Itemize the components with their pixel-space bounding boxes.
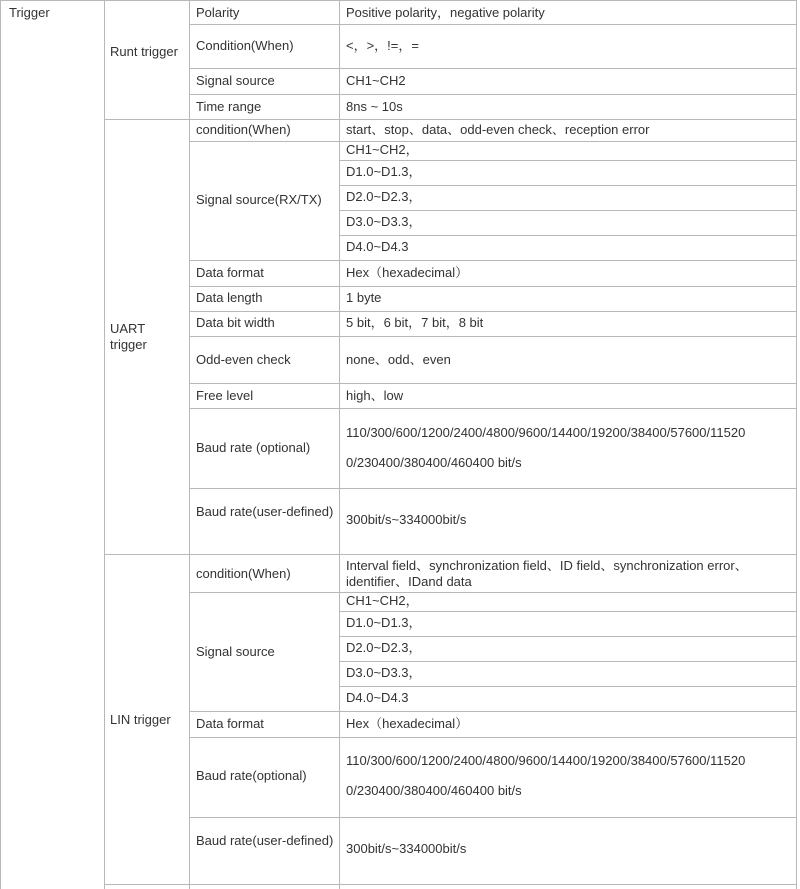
uart-freelevel-param: Free level <box>196 388 254 403</box>
runt-condition-value: <，>，!=，= <box>346 38 419 53</box>
runt-polarity-value: Positive polarity，negative polarity <box>346 5 545 20</box>
row-divider <box>189 141 796 142</box>
lin-source-value: D2.0~D2.3， <box>346 640 422 655</box>
section-divider <box>104 554 796 555</box>
uart-parity-value: none、odd、even <box>346 352 451 367</box>
runt-source-param: Signal source <box>196 73 275 88</box>
lin-source-param: Signal source <box>196 644 275 659</box>
runt-source-value: CH1~CH2 <box>346 73 406 88</box>
lin-format-param: Data format <box>196 716 264 731</box>
section-divider <box>104 119 796 120</box>
row-divider <box>189 336 796 337</box>
row-divider <box>339 636 796 637</box>
row-divider <box>339 185 796 186</box>
uart-source-value: D1.0~D1.3， <box>346 164 422 179</box>
row-divider <box>189 68 796 69</box>
uart-source-value: D3.0~D3.3， <box>346 214 422 229</box>
row-divider <box>339 661 796 662</box>
row-divider <box>189 817 796 818</box>
category-label: Trigger <box>9 5 50 20</box>
table-border-left <box>0 0 1 889</box>
row-divider <box>339 160 796 161</box>
lin-source-value: D1.0~D1.3， <box>346 615 422 630</box>
row-divider <box>189 408 796 409</box>
lin-condition-value: Interval field、synchronization field、ID field、synchronization error、identifier、IDand data <box>346 558 748 589</box>
column-divider <box>189 0 190 889</box>
row-divider <box>339 611 796 612</box>
uart-bitwidth-value: 5 bit，6 bit，7 bit，8 bit <box>346 315 484 330</box>
row-divider <box>339 686 796 687</box>
row-divider <box>189 286 796 287</box>
row-divider <box>189 24 796 25</box>
uart-length-value: 1 byte <box>346 290 382 305</box>
uart-baud-optional-value: 110/300/600/1200/2400/4800/9600/14400/19200/38400/57600/11520 <box>346 425 746 440</box>
uart-source-value: D2.0~D2.3， <box>346 189 422 204</box>
row-divider <box>189 94 796 95</box>
uart-trigger-label: UART trigger <box>110 321 147 352</box>
row-divider <box>189 260 796 261</box>
lin-trigger-label: LIN trigger <box>110 712 171 727</box>
row-divider <box>189 737 796 738</box>
runt-condition-param: Condition(When) <box>196 38 294 53</box>
section-divider <box>104 884 796 885</box>
runt-time-value: 8ns ~ 10s <box>346 99 403 114</box>
uart-baud-user-param: Baud rate(user-defined) <box>196 504 334 519</box>
runt-trigger-label: Runt trigger <box>110 44 178 59</box>
lin-baud-user-param: Baud rate(user-defined) <box>196 833 334 848</box>
uart-parity-param: Odd-even check <box>196 352 291 367</box>
runt-polarity-param: Polarity <box>196 5 240 20</box>
uart-source-value: D4.0~D4.3 <box>346 239 409 254</box>
uart-bitwidth-param: Data bit width <box>196 315 275 330</box>
uart-format-param: Data format <box>196 265 264 280</box>
column-divider <box>104 0 105 889</box>
row-divider <box>339 235 796 236</box>
row-divider <box>189 488 796 489</box>
lin-condition-param: condition(When) <box>196 566 291 581</box>
table-border-right <box>796 0 797 889</box>
uart-length-param: Data length <box>196 290 263 305</box>
uart-format-value: Hex（hexadecimal） <box>346 265 469 280</box>
uart-baud-optional-param: Baud rate (optional) <box>196 440 311 455</box>
uart-baud-user-value: 300bit/s~334000bit/s <box>346 512 467 527</box>
runt-time-param: Time range <box>196 99 262 114</box>
row-divider <box>189 383 796 384</box>
lin-format-value: Hex（hexadecimal） <box>346 716 469 731</box>
uart-condition-value: start、stop、data、odd-even check、reception error <box>346 122 650 137</box>
uart-freelevel-value: high、low <box>346 388 404 403</box>
row-divider <box>189 592 796 593</box>
row-divider <box>189 311 796 312</box>
row-divider <box>339 210 796 211</box>
uart-condition-param: condition(When) <box>196 122 291 137</box>
row-divider <box>189 711 796 712</box>
lin-source-value: D3.0~D3.3， <box>346 665 422 680</box>
lin-source-value: D4.0~D4.3 <box>346 690 409 705</box>
lin-baud-user-value: 300bit/s~334000bit/s <box>346 841 467 856</box>
lin-baud-optional-value: 0/230400/380400/460400 bit/s <box>346 783 522 798</box>
uart-source-param: Signal source(RX/TX) <box>196 192 322 207</box>
uart-baud-optional-value: 0/230400/380400/460400 bit/s <box>346 455 522 470</box>
column-divider <box>339 0 340 889</box>
uart-source-value: CH1~CH2， <box>346 142 419 157</box>
lin-source-value: CH1~CH2， <box>346 593 419 608</box>
row-divider <box>0 0 796 1</box>
lin-baud-optional-value: 110/300/600/1200/2400/4800/9600/14400/19200/38400/57600/11520 <box>346 753 746 768</box>
lin-baud-optional-param: Baud rate(optional) <box>196 768 307 783</box>
